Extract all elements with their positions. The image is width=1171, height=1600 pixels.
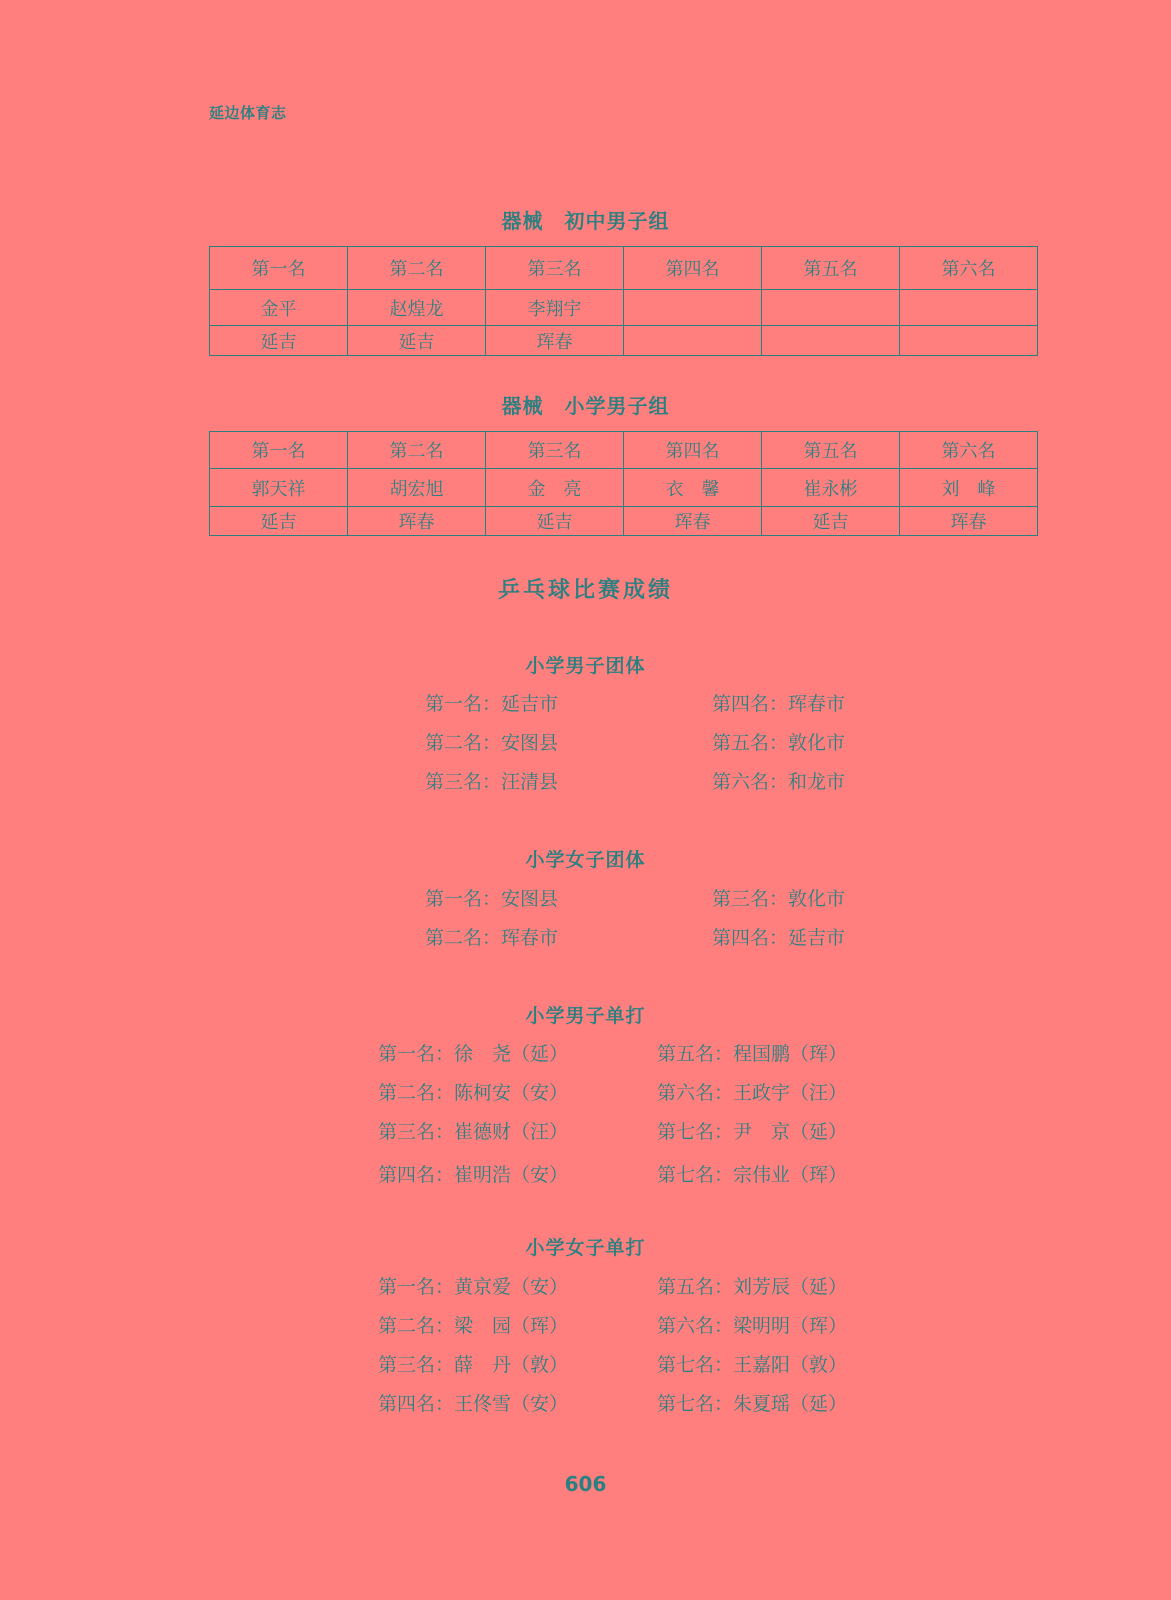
list-item: 第六名：梁明明（珲） — [657, 1315, 848, 1337]
boys-singles-list-right — [657, 1039, 848, 1186]
name-cell: 李翔宇 — [486, 290, 624, 326]
boys-team-list-right — [712, 689, 846, 793]
list-item: 第五名：程国鹏（珲） — [657, 1043, 848, 1065]
header-cell: 第三名 — [486, 247, 624, 290]
table2-title: 器械 小学男子组 — [501, 394, 670, 418]
list-item: 第七名：朱夏瑶（延） — [657, 1393, 848, 1415]
girls-singles-list-right — [657, 1272, 848, 1415]
girls-singles-list-left — [378, 1272, 569, 1415]
list-item: 第二名：梁 园（珲） — [378, 1315, 569, 1337]
header-cell: 第一名 — [210, 247, 348, 290]
list-item: 第三名：崔德财（汪） — [378, 1121, 569, 1143]
header-cell: 第五名 — [762, 247, 900, 290]
header-cell: 第三名 — [486, 432, 624, 469]
place-cell — [762, 326, 900, 356]
list-item: 第二名：珲春市 — [425, 927, 559, 949]
table-row-places — [210, 507, 1038, 536]
place-cell: 延吉 — [348, 326, 486, 356]
list-item: 第五名：敦化市 — [712, 732, 846, 754]
place-cell: 延吉 — [210, 326, 348, 356]
place-cell: 珲春 — [900, 507, 1038, 536]
list-item: 第一名：黄京爱（安） — [378, 1276, 569, 1298]
list-item: 第六名：和龙市 — [712, 771, 846, 793]
list-item: 第七名：宗伟业（珲） — [657, 1164, 848, 1186]
name-cell — [624, 290, 762, 326]
list-item: 第一名：安图县 — [425, 888, 559, 910]
list-item: 第四名：崔明浩（安） — [378, 1164, 569, 1186]
list-item: 第二名：安图县 — [425, 732, 559, 754]
girls-team-list-left — [425, 884, 559, 950]
table-junior-boys — [209, 246, 1038, 356]
header-cell: 第六名 — [900, 247, 1038, 290]
place-cell — [624, 326, 762, 356]
list-item: 第二名：陈柯安（安） — [378, 1082, 569, 1104]
list-item: 第一名：延吉市 — [425, 693, 559, 715]
name-cell: 崔永彬 — [762, 469, 900, 507]
header-cell: 第六名 — [900, 432, 1038, 469]
girls-singles-title: 小学女子单打 — [525, 1237, 646, 1259]
name-cell — [762, 290, 900, 326]
list-item: 第一名：徐 尧（延） — [378, 1043, 569, 1065]
place-cell — [900, 326, 1038, 356]
list-item: 第四名：王佟雪（安） — [378, 1393, 569, 1415]
place-cell: 延吉 — [210, 507, 348, 536]
name-cell: 赵煌龙 — [348, 290, 486, 326]
header-cell: 第二名 — [348, 432, 486, 469]
header-cell: 第四名 — [624, 432, 762, 469]
list-item: 第六名：王政宇（汪） — [657, 1082, 848, 1104]
list-item: 第七名：王嘉阳（敦） — [657, 1354, 848, 1376]
girls-team-title: 小学女子团体 — [525, 849, 646, 871]
name-cell: 刘 峰 — [900, 469, 1038, 507]
boys-team-title: 小学男子团体 — [525, 655, 646, 677]
list-item: 第三名：敦化市 — [712, 888, 846, 910]
list-item: 第七名：尹 京（延） — [657, 1121, 848, 1143]
table-primary-boys — [209, 431, 1038, 536]
list-item: 第四名：珲春市 — [712, 693, 846, 715]
page-number: 606 — [564, 1472, 607, 1496]
place-cell: 珲春 — [348, 507, 486, 536]
place-cell: 珲春 — [624, 507, 762, 536]
list-item: 第三名：薛 丹（敦） — [378, 1354, 569, 1376]
place-cell: 延吉 — [762, 507, 900, 536]
boys-singles-title: 小学男子单打 — [525, 1005, 646, 1027]
table-row-names — [210, 290, 1038, 326]
place-cell: 延吉 — [486, 507, 624, 536]
table-row-names — [210, 469, 1038, 507]
place-cell: 珲春 — [486, 326, 624, 356]
list-item: 第三名：汪清县 — [425, 771, 559, 793]
name-cell: 郭天祥 — [210, 469, 348, 507]
name-cell: 金 亮 — [486, 469, 624, 507]
name-cell: 衣 馨 — [624, 469, 762, 507]
pingpong-title: 乒乓球比赛成绩 — [497, 578, 673, 603]
girls-team-list-right — [712, 884, 846, 950]
list-item: 第四名：延吉市 — [712, 927, 846, 949]
table-header-row — [210, 432, 1038, 469]
running-head: 延边体育志 — [209, 104, 287, 122]
table1-title: 器械 初中男子组 — [501, 209, 670, 233]
header-cell: 第二名 — [348, 247, 486, 290]
name-cell — [900, 290, 1038, 326]
name-cell: 金平 — [210, 290, 348, 326]
table-header-row — [210, 247, 1038, 290]
header-cell: 第四名 — [624, 247, 762, 290]
name-cell: 胡宏旭 — [348, 469, 486, 507]
boys-singles-list-left — [378, 1039, 569, 1186]
header-cell: 第一名 — [210, 432, 348, 469]
header-cell: 第五名 — [762, 432, 900, 469]
table-row-places — [210, 326, 1038, 356]
boys-team-list-left — [425, 689, 559, 793]
list-item: 第五名：刘芳辰（延） — [657, 1276, 848, 1298]
